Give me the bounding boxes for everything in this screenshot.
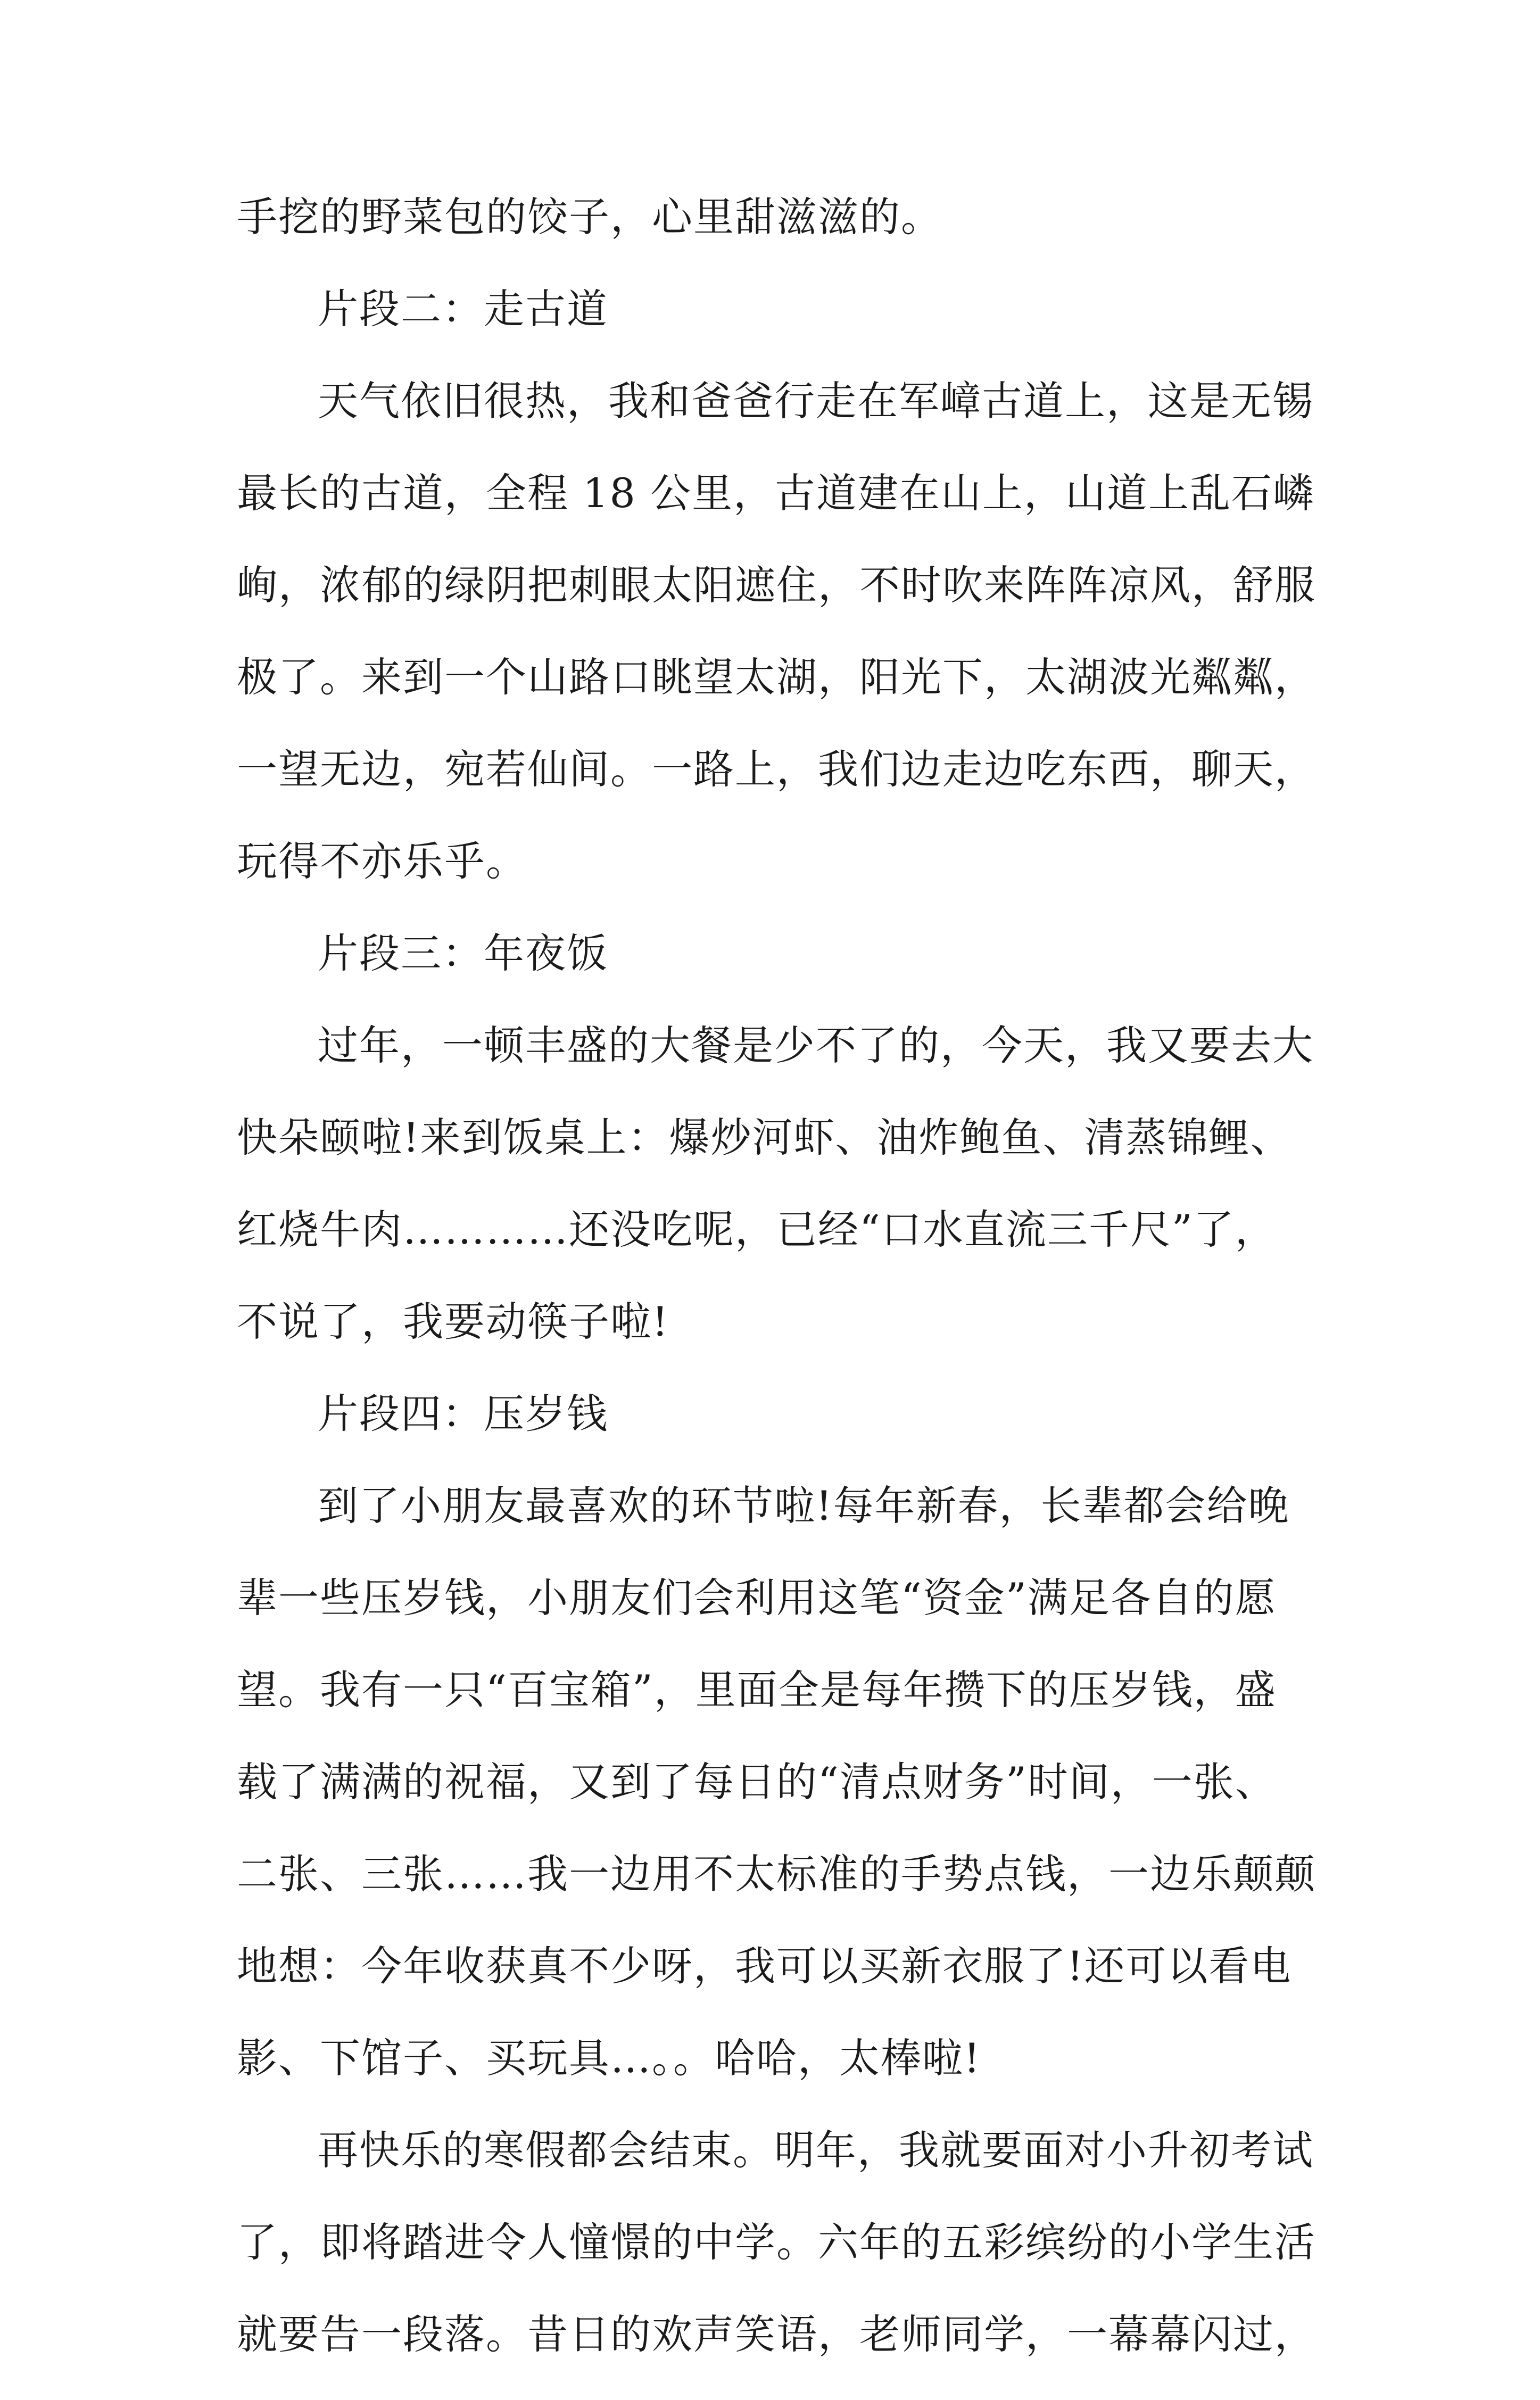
text-line: 载了满满的祝福，又到了每日的“清点财务”时间，一张、 xyxy=(237,1758,1277,1806)
section-heading: 片段三：年夜饭 xyxy=(318,930,608,977)
text-line: 二张、三张……我一边用不太标准的手势点钱，一边乐颠颠 xyxy=(237,1850,1316,1898)
text-line: 峋，浓郁的绿阴把刺眼太阳遮住，不时吹来阵阵凉风，舒服 xyxy=(237,561,1316,609)
text-line: 了，即将踏进令人憧憬的中学。六年的五彩缤纷的小学生活 xyxy=(237,2219,1316,2266)
text-line: 不说了，我要动筷子啦! xyxy=(237,1298,669,1345)
text-line: 地想：今年收获真不少呀，我可以买新衣服了!还可以看电 xyxy=(237,1942,1292,1990)
text-line: 就要告一段落。昔日的欢声笑语，老师同学，一幕幕闪过， xyxy=(237,2311,1316,2358)
text-line: 手挖的野菜包的饺子，心里甜滋滋的。 xyxy=(237,193,942,241)
text-line: 红烧牛肉…………还没吃呢，已经“口水直流三千尺”了， xyxy=(237,1206,1277,1253)
text-line: 过年，一顿丰盛的大餐是少不了的，今天，我又要去大 xyxy=(318,1022,1314,1069)
text-line: 极了。来到一个山路口眺望太湖，阳光下，太湖波光粼粼， xyxy=(237,653,1316,701)
text-line: 影、下馆子、买玩具…。。哈哈，太棒啦! xyxy=(237,2034,981,2082)
text-line: 到了小朋友最喜欢的环节啦!每年新春，长辈都会给晚 xyxy=(318,1482,1290,1529)
section-heading: 片段二：走古道 xyxy=(318,285,608,333)
text-line: 快朵颐啦!来到饭桌上：爆炒河虾、油炸鲍鱼、清蒸锦鲤、 xyxy=(237,1114,1292,1161)
section-heading: 片段四：压岁钱 xyxy=(318,1390,608,1437)
text-line: 一望无边，宛若仙间。一路上，我们边走边吃东西，聊天， xyxy=(237,746,1316,793)
text-line: 玩得不亦乐乎。 xyxy=(237,838,527,885)
body-text xyxy=(237,191,1317,2400)
text-line: 最长的古道，全程 18 公里，古道建在山上，山道上乱石嶙 xyxy=(237,469,1315,517)
text-line: 辈一些压岁钱，小朋友们会利用这笔“资金”满足各自的愿 xyxy=(237,1574,1277,1621)
text-line: 再快乐的寒假都会结束。明年，我就要面对小升初考试 xyxy=(318,2126,1314,2174)
text-line: 天气依旧很热，我和爸爸行走在军嶂古道上，这是无锡 xyxy=(318,377,1314,425)
text-line: 望。我有一只“百宝箱”，里面全是每年攒下的压岁钱，盛 xyxy=(237,1666,1277,1714)
